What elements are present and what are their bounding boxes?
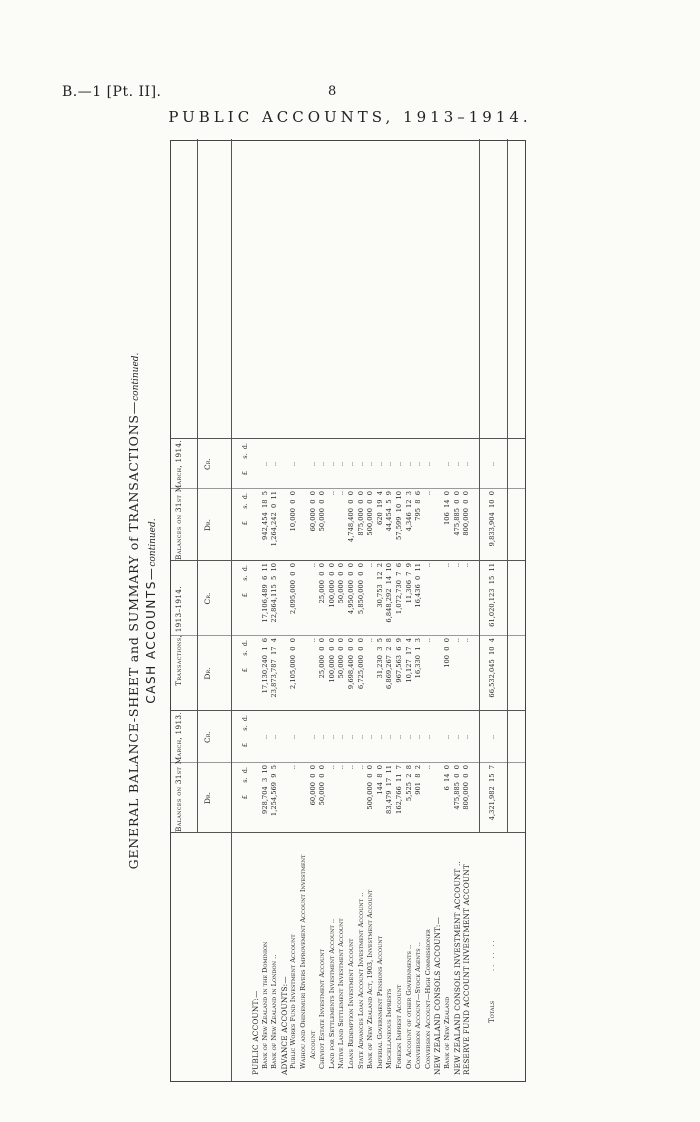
totals-cr-1914: .. — [488, 461, 496, 467]
cell-c14: .. — [289, 461, 298, 467]
cell-dt: .. — [423, 638, 432, 643]
cell-ct: 1,072,730 7 6 — [395, 563, 403, 615]
cell-c14: .. — [395, 461, 403, 467]
row-label: Conversion Account—Stock Agents .. — [414, 942, 423, 1069]
cell-ct: .. — [443, 563, 451, 568]
cell-c13: .. — [443, 734, 451, 740]
cell-c14: .. — [260, 461, 269, 467]
cell-ct: 6,848,292 14 10 — [385, 563, 394, 623]
row-label: Land for Settlements Investment Account .. — [327, 918, 336, 1069]
cell-d13: 144 8 0 — [375, 765, 384, 795]
units-cr-1913: £ s. d. — [241, 715, 249, 748]
cell-ct: 5,850,000 0 0 — [356, 563, 365, 615]
row-label: Account — [308, 1030, 317, 1059]
cell-c14: .. — [385, 461, 394, 467]
cell-dt: .. — [452, 638, 461, 643]
balance-sheet-table — [170, 140, 526, 1082]
units-dr-transactions: £ s. d. — [241, 640, 249, 673]
page-title: PUBLIC ACCOUNTS, 1913–1914. — [168, 108, 532, 126]
cell-c14: .. — [375, 461, 384, 467]
column-rule — [171, 635, 525, 636]
totals-leader-dots: .. .. .. — [488, 938, 496, 971]
row-label: Cheviot Estate Investment Account — [318, 949, 327, 1069]
header-cr-transactions: Cr. — [203, 592, 212, 605]
header-balances-1913: Balances on 31st March, 1913. — [174, 712, 183, 832]
column-rule — [171, 832, 525, 833]
cell-ct: 2,095,000 0 0 — [289, 563, 298, 615]
cell-dt: 100,000 0 0 — [327, 638, 336, 683]
cell-d13: 83,479 17 11 — [385, 765, 394, 814]
row-label: PUBLIC ACCOUNT:— — [251, 990, 260, 1075]
row-label: Bank of New Zealand in London .. — [270, 954, 279, 1069]
cell-d13: .. — [347, 765, 355, 770]
cell-c13: .. — [414, 734, 423, 740]
row-label: Native Land Settlement Investment Account — [337, 918, 346, 1069]
cell-c14: .. — [423, 461, 432, 467]
cell-dt: 17,130,240 1 6 — [260, 638, 269, 694]
cell-c13: .. — [270, 734, 279, 740]
rotated-table-region — [126, 140, 530, 1082]
cell-ct: 25,000 0 0 — [318, 563, 327, 604]
cell-ct: .. — [423, 563, 432, 568]
table-title-text: GENERAL BALANCE-SHEET and SUMMARY of TRANSACTIONS— — [126, 400, 141, 870]
cell-dt: 31,230 3 5 — [375, 638, 384, 679]
cell-dt: 9,698,400 0 0 — [347, 638, 355, 690]
cell-c13: .. — [337, 734, 346, 740]
units-dr-1913: £ s. d. — [241, 767, 249, 800]
cell-c14: .. — [462, 461, 471, 467]
cell-d13: .. — [327, 765, 336, 770]
cell-d13: .. — [289, 765, 298, 770]
units-cr-1914: £ s. d. — [241, 443, 249, 476]
cell-d14: 50,000 0 0 — [318, 491, 327, 532]
cell-d13: 800,000 0 0 — [462, 765, 471, 810]
row-label: Bank of New Zealand Act, 1903, Investment Account — [366, 889, 375, 1069]
cell-c14: .. — [327, 461, 336, 467]
cell-d13: 60,000 0 0 — [308, 765, 317, 806]
row-label: Imperial Government Pensions Account — [375, 935, 384, 1069]
cell-d14: 44,454 5 9 — [385, 491, 394, 532]
table-title-continued: continued. — [131, 352, 141, 401]
cell-dt: 50,000 0 0 — [337, 638, 346, 679]
cell-d14: 57,599 10 10 — [395, 491, 403, 540]
column-rule — [171, 560, 525, 561]
cell-d14: .. — [337, 491, 346, 496]
row-label: Bank of New Zealand in the Dominion — [260, 941, 269, 1069]
totals-label: Totals — [488, 1000, 496, 1023]
header-rule — [197, 139, 198, 833]
cell-d14: 942,454 18 5 — [260, 491, 269, 540]
cell-ct: .. — [366, 563, 375, 568]
cell-c13: .. — [404, 734, 413, 740]
cell-d14: 800,000 0 0 — [462, 491, 471, 536]
cell-c14: .. — [404, 461, 413, 467]
cell-dt: 100 0 0 — [443, 638, 451, 668]
units-dr-1914: £ s. d. — [241, 493, 249, 526]
cell-d13: .. — [423, 765, 432, 770]
row-label: Miscellaneous Imprests — [385, 988, 394, 1069]
row-label: State Advances Loan Account Investment Account .. — [356, 892, 365, 1069]
cell-dt: 967,563 6 9 — [395, 638, 403, 683]
cell-dt: .. — [462, 638, 471, 643]
cell-dt: 10,127 17 4 — [404, 638, 413, 683]
row-label: Conversion Account—High Commissioner — [423, 929, 432, 1069]
cell-d13: 901 8 2 — [414, 765, 423, 795]
cell-c13: .. — [423, 734, 432, 740]
units-cr-transactions: £ s. d. — [241, 565, 249, 598]
cell-ct: 50,000 0 0 — [337, 563, 346, 604]
cell-c14: .. — [366, 461, 375, 467]
cell-c13: .. — [308, 734, 317, 740]
totals-dr-1914: 9,833,904 10 0 — [488, 491, 496, 547]
cell-d14: 4,346 12 3 — [404, 491, 413, 532]
totals-cr-1913: .. — [488, 734, 496, 740]
cell-d14: 60,000 0 0 — [308, 491, 317, 532]
cell-c14: .. — [308, 461, 317, 467]
row-label: NEW ZEALAND CONSOLS INVESTMENT ACCOUNT .. — [452, 860, 462, 1075]
cell-ct: .. — [452, 563, 461, 568]
cell-c13: .. — [375, 734, 384, 740]
cell-c13: .. — [385, 734, 394, 740]
totals-rule — [479, 139, 480, 833]
cell-ct: .. — [308, 563, 317, 568]
cell-c14: .. — [452, 461, 461, 467]
cell-d14: .. — [423, 491, 432, 496]
cell-c13: .. — [462, 734, 471, 740]
cell-c13: .. — [347, 734, 355, 740]
cell-d13: 1,254,569 9 5 — [270, 765, 279, 817]
row-label: On Account of other Governments .. — [404, 944, 413, 1069]
cell-d14: 620 19 4 — [375, 491, 384, 526]
cell-ct: 22,864,115 5 10 — [270, 563, 279, 623]
row-label: Public Works Fund Investment Account — [289, 934, 298, 1069]
row-label: NEW ZEALAND CONSOLS ACCOUNT:— — [433, 916, 443, 1075]
cell-c13: .. — [395, 734, 403, 740]
cell-d13: 162,766 11 7 — [395, 765, 403, 814]
totals-cr-transactions: 61,020,123 15 11 — [488, 563, 496, 627]
cell-d14: 795 8 6 — [414, 491, 423, 521]
cell-d13: 5,525 2 8 — [404, 765, 413, 802]
page-reference: B.—1 [Pt. II]. — [62, 84, 162, 100]
header-dr-transactions: Dr. — [203, 667, 212, 680]
cell-c13: .. — [318, 734, 327, 740]
header-rule — [231, 139, 232, 1081]
row-label: RESERVE FUND ACCOUNT INVESTMENT ACCOUNT — [462, 864, 472, 1075]
cell-dt: 25,000 0 0 — [318, 638, 327, 679]
header-dr-1914: Dr. — [203, 518, 212, 532]
cell-dt: .. — [308, 638, 317, 643]
row-label: ADVANCE ACCOUNTS:— — [279, 976, 289, 1075]
cell-ct: 16,436 0 11 — [414, 563, 423, 608]
header-dr-1913: Dr. — [203, 791, 212, 805]
table-title — [126, 140, 141, 1082]
page-number: 8 — [328, 84, 337, 99]
cell-d13: 500,000 0 0 — [366, 765, 375, 810]
cell-c14: .. — [337, 461, 346, 467]
table-subtitle-continued: continued. — [148, 518, 158, 567]
cell-c14: .. — [414, 461, 423, 467]
cell-ct: 17,106,489 6 11 — [260, 563, 269, 623]
cell-dt: .. — [366, 638, 375, 643]
header-cr-1913: Cr. — [203, 731, 212, 743]
row-label: Bank of New Zealand — [443, 996, 451, 1069]
row-label: Waihou and Ohinemuri Rivers Improvement Account Investment — [299, 854, 307, 1069]
row-label: Loans Redemption Investment Account — [347, 938, 355, 1069]
cell-c13: .. — [289, 734, 298, 740]
cell-dt: 2,105,000 0 0 — [289, 638, 298, 690]
header-balances-1914: Balances on 31st March, 1914. — [174, 440, 183, 560]
cell-c13: .. — [366, 734, 375, 740]
cell-dt: 6,725,000 0 0 — [356, 638, 365, 690]
cell-c14: .. — [347, 461, 355, 467]
totals-dr-1913: 4,321,982 15 7 — [488, 765, 496, 821]
cell-c14: .. — [318, 461, 327, 467]
cell-d13: 475,885 0 0 — [452, 765, 461, 810]
cell-d13: .. — [337, 765, 346, 770]
cell-dt: 6,869,267 2 8 — [385, 638, 394, 690]
cell-dt: 16,330 1 3 — [414, 638, 423, 679]
cell-d14: 500,000 0 0 — [366, 491, 375, 536]
cell-d14: 475,885 0 0 — [452, 491, 461, 536]
cell-c13: .. — [356, 734, 365, 740]
cell-d14: 4,748,400 0 0 — [347, 491, 355, 543]
cell-d14: 1,264,242 0 11 — [270, 491, 279, 547]
cell-c13: .. — [452, 734, 461, 740]
cell-ct: 4,950,000 0 0 — [347, 563, 355, 615]
cell-d13: 928,704 3 10 — [260, 765, 269, 814]
totals-dr-transactions: 66,532,045 10 4 — [488, 638, 496, 698]
cell-c13: .. — [260, 734, 269, 740]
cell-ct: 30,753 12 2 — [375, 563, 384, 608]
cell-c14: .. — [356, 461, 365, 467]
cell-d13: 6 14 0 — [443, 765, 451, 791]
cell-c14: .. — [443, 461, 451, 467]
cell-d13: .. — [356, 765, 365, 770]
totals-rule — [507, 139, 508, 833]
table-subtitle-text: CASH ACCOUNTS— — [144, 566, 158, 704]
cell-d14: .. — [327, 491, 336, 496]
table-subtitle — [144, 140, 158, 1082]
cell-dt: 23,873,787 17 4 — [270, 638, 279, 698]
row-label: Foreign Imprest Account — [395, 984, 403, 1069]
cell-c13: .. — [327, 734, 336, 740]
cell-d13: 50,000 0 0 — [318, 765, 327, 806]
cell-ct: 100,000 0 0 — [327, 563, 336, 608]
header-transactions: Transactions, 1913–1914. — [174, 586, 183, 686]
cell-c14: .. — [270, 461, 279, 467]
cell-d14: 10,000 0 0 — [289, 491, 298, 532]
header-cr-1914: Cr. — [203, 458, 212, 470]
cell-d14: 106 14 0 — [443, 491, 451, 526]
cell-ct: .. — [462, 563, 471, 568]
cell-d14: 875,000 0 0 — [356, 491, 365, 536]
cell-ct: 11,306 7 9 — [404, 563, 413, 604]
